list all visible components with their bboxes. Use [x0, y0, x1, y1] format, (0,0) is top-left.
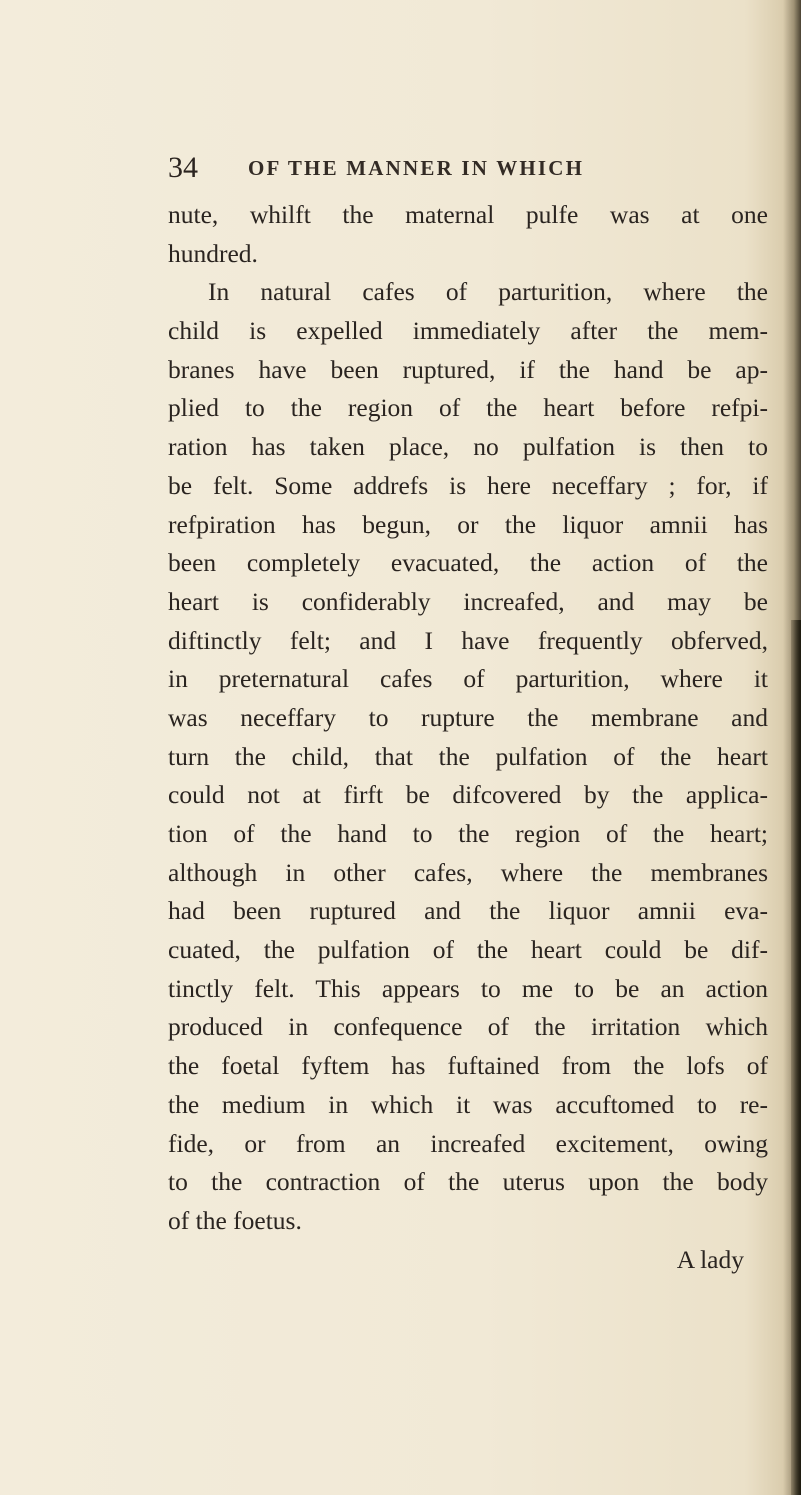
text-line: although in other cafes, where the membranes: [168, 857, 768, 887]
text-line: tinctly felt. This appears to me to be an action: [168, 973, 768, 1003]
text-line: In natural cafes of parturition, where the: [208, 277, 768, 307]
text-line: branes have been ruptured, if the hand be ap-: [168, 354, 768, 384]
text-line: heart is confiderably increafed, and may be: [168, 586, 768, 616]
text-line: be felt. Some addrefs is here neceffary ; for, if: [168, 470, 768, 500]
text-line: cuated, the pulfation of the heart could be dif-: [168, 935, 768, 965]
text-line: child is expelled immediately after the mem-: [168, 316, 768, 346]
text-line: the foetal fyftem has fuftained from the lofs of: [168, 1051, 768, 1081]
page-number: 34: [168, 151, 198, 184]
text-line: could not at firft be difcovered by the applica-: [168, 780, 768, 810]
text-line: ration has taken place, no pulfation is then to: [168, 432, 768, 462]
text-line: turn the child, that the pulfation of the heart: [168, 741, 768, 771]
text-line: of the foetus.: [168, 1205, 302, 1235]
text-line: the medium in which it was accuftomed to re-: [168, 1089, 768, 1119]
text-line: hundred.: [168, 238, 258, 268]
page-edge-dark: [791, 620, 801, 1495]
catchword: A lady: [676, 1244, 744, 1274]
text-line: tion of the hand to the region of the heart;: [168, 819, 768, 848]
text-line: refpiration has begun, or the liquor amnii has: [168, 509, 768, 539]
text-line: in preternatural cafes of parturition, where it: [168, 664, 768, 694]
running-head: OF THE MANNER IN WHICH: [248, 156, 585, 180]
text-line: fide, or from an increafed excitement, owing: [168, 1128, 768, 1158]
text-line: plied to the region of the heart before refpi-: [168, 393, 768, 423]
text-line: had been ruptured and the liquor amnii eva-: [168, 896, 768, 926]
text-line: was neceffary to rupture the membrane and: [168, 702, 768, 732]
text-line: to the contraction of the uterus upon the body: [168, 1167, 768, 1197]
text-line: diftinctly felt; and I have frequently obferved,: [168, 625, 768, 655]
text-line: been completely evacuated, the action of the: [168, 548, 768, 578]
body-text: [168, 196, 768, 1279]
text-line: nute, whilft the maternal pulfe was at one: [168, 200, 768, 229]
page-header: [168, 148, 768, 188]
text-line: produced in confequence of the irritation which: [168, 1012, 768, 1042]
